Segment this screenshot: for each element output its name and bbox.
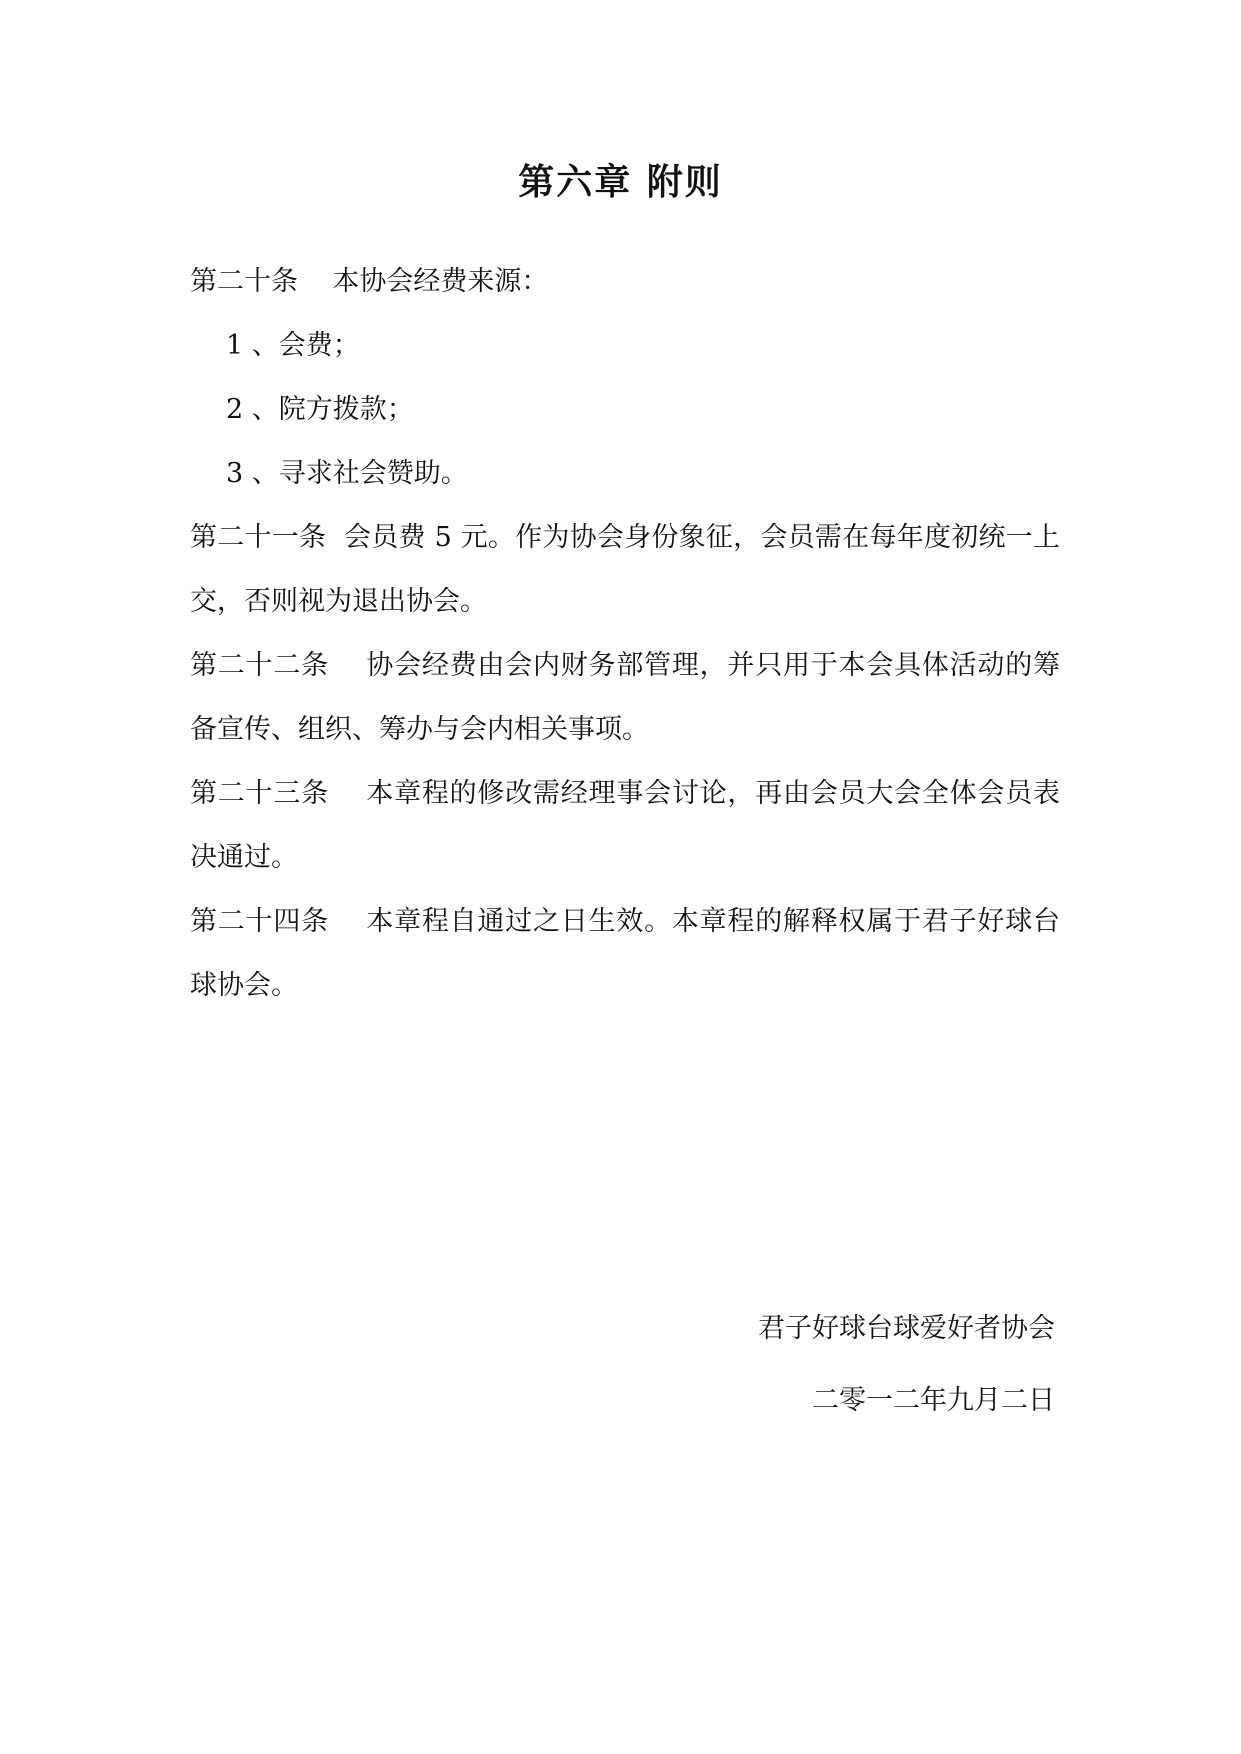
articles-section (190, 250, 1060, 1018)
article-20-item-3: 3 、寻求社会赞助。 (226, 458, 468, 489)
article-20: 第二十条 本协会经费来源： (190, 266, 549, 297)
article-21: 第二十一条 会员费 5 元。作为协会身份象征，会员需在每年度初统一上交，否则视为退出协会。 (190, 522, 1060, 617)
signature-organization: 君子好球台球爱好者协会 (758, 1313, 1055, 1344)
signature-date: 二零一二年九月二日 (812, 1385, 1055, 1416)
signature-block (455, 1297, 1055, 1433)
article-24: 第二十四条 本章程自通过之日生效。本章程的解释权属于君子好球台球协会。 (190, 906, 1060, 1001)
article-20-item-2: 2 、院方拨款； (226, 394, 414, 425)
article-22: 第二十二条 协会经费由会内财务部管理，并只用于本会具体活动的筹备宣传、组织、筹办与会内相关事项。 (190, 650, 1060, 745)
chapter-title: 第六章 附则 (518, 162, 723, 203)
article-20-item-1: 1 、会费； (226, 330, 360, 361)
article-23: 第二十三条 本章程的修改需经理事会讨论，再由会员大会全体会员表决通过。 (190, 778, 1060, 873)
